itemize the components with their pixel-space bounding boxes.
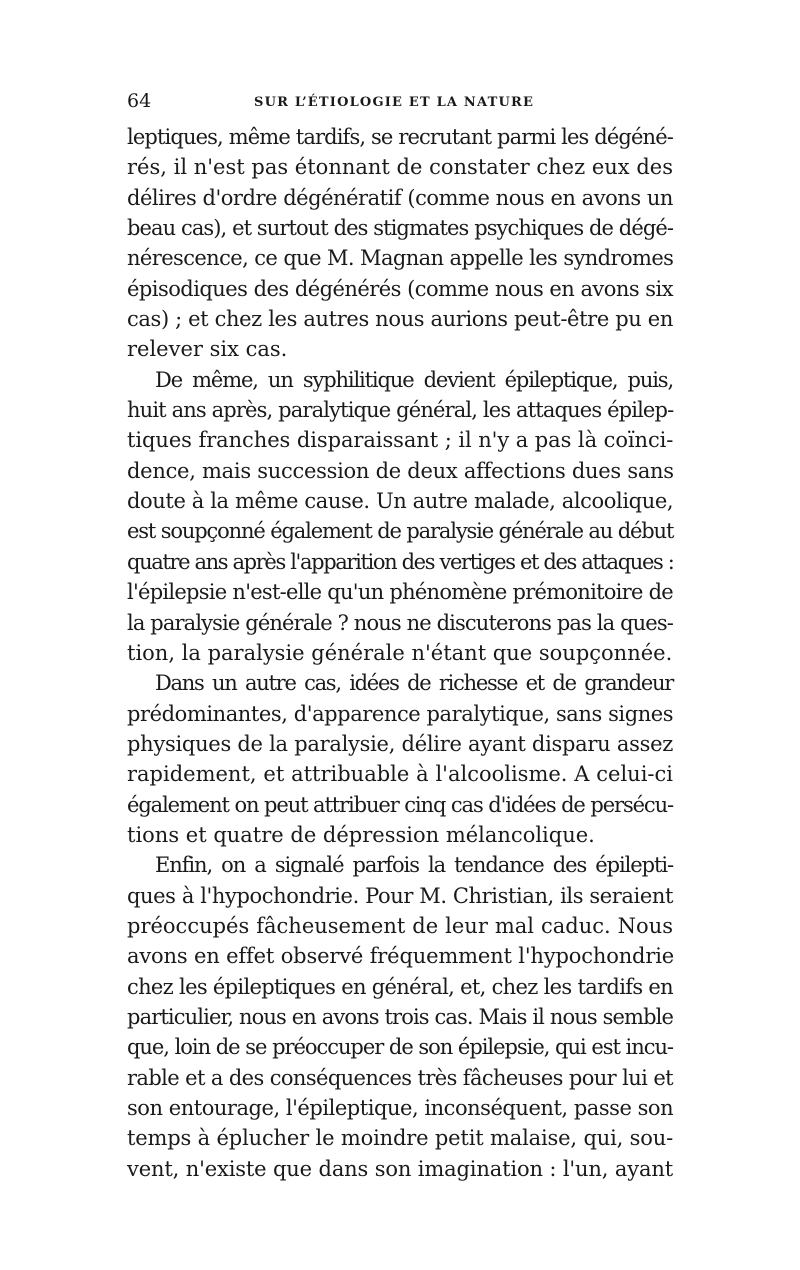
text-line: chez les épileptiques en général, et, chez les tardifs en — [127, 974, 673, 999]
text-line: dence, mais succession de deux affections dues sans — [127, 458, 674, 483]
text-line: rés, il n'est pas étonnant de constater chez eux des — [127, 155, 673, 180]
text-line: rable et a des conséquences très fâcheuses pour lui et — [127, 1065, 673, 1090]
text-line: De même, un syphilitique devient épileptique, puis, — [155, 367, 673, 392]
text-line: la paralysie générale ? nous ne discuterons pas la ques- — [127, 610, 673, 635]
text-line: délires d'ordre dégénératif (comme nous en avons un — [127, 185, 673, 210]
book-page — [127, 86, 673, 1184]
page-number: 64 — [127, 90, 152, 112]
text-line: relever six cas. — [127, 337, 288, 362]
text-line: préoccupés fâcheusement de leur mal caduc. Nous — [127, 913, 673, 938]
paragraph — [127, 668, 673, 850]
text-line: nérescence, ce que M. Magnan appelle les syndromes — [127, 246, 674, 271]
text-line: est soupçonné également de paralysie générale au début — [127, 519, 674, 544]
text-line: vent, n'existe que dans son imagination : l'un, ayant — [127, 1156, 673, 1181]
text-line: avons en effet observé fréquemment l'hypochondrie — [127, 944, 675, 969]
paragraph — [127, 122, 673, 365]
paragraph — [127, 850, 673, 1184]
text-line: l'épilepsie n'est-elle qu'un phénomène prémonitoire de — [127, 580, 673, 605]
text-line: physiques de la paralysie, délire ayant disparu assez — [127, 731, 673, 756]
text-line: particulier, nous en avons trois cas. Mais il nous semble — [127, 1004, 674, 1029]
text-line: que, loin de se préoccuper de son épilepsie, qui est incu- — [127, 1035, 673, 1060]
running-title: SUR L’ÉTIOLOGIE ET LA NATURE — [254, 95, 535, 110]
text-line: tion, la paralysie générale n'étant que soupçonnée. — [127, 640, 673, 665]
text-line: huit ans après, paralytique général, les attaques épilep- — [127, 398, 674, 423]
running-head — [127, 86, 673, 116]
text-line: cas) ; et chez les autres nous aurions peut-être pu en — [127, 307, 673, 332]
text-line: doute à la même cause. Un autre malade, alcoolique, — [127, 489, 674, 514]
text-line: Enfin, on a signalé parfois la tendance des épilepti- — [155, 853, 673, 878]
body-text — [127, 122, 673, 1184]
text-line: son entourage, l'épileptique, inconséquent, passe son — [127, 1096, 674, 1120]
text-line: également on peut attribuer cinq cas d'idées de persécu- — [127, 792, 673, 817]
text-line: leptiques, même tardifs, se recrutant parmi les dégéné- — [127, 125, 673, 149]
text-line: tions et quatre de dépression mélancolique. — [127, 822, 595, 847]
text-line: épisodiques des dégénérés (comme nous en avons six — [127, 276, 673, 301]
text-line: tiques franches disparaissant ; il n'y a pas là coïnci- — [127, 428, 674, 453]
text-line: quatre ans après l'apparition des vertiges et des attaques : — [127, 549, 674, 574]
text-line: prédominantes, d'apparence paralytique, sans signes — [127, 701, 674, 726]
text-line: ques à l'hypochondrie. Pour M. Christian, ils seraient — [127, 883, 673, 908]
text-line: rapidement, et attribuable à l'alcoolisme. A celui-ci — [127, 762, 673, 787]
paragraph — [127, 365, 673, 668]
text-line: beau cas), et surtout des stigmates psychiques de dégé- — [127, 216, 673, 241]
text-line: temps à éplucher le moindre petit malaise, qui, sou- — [127, 1126, 673, 1151]
text-line: Dans un autre cas, idées de richesse et de grandeur — [155, 671, 673, 696]
